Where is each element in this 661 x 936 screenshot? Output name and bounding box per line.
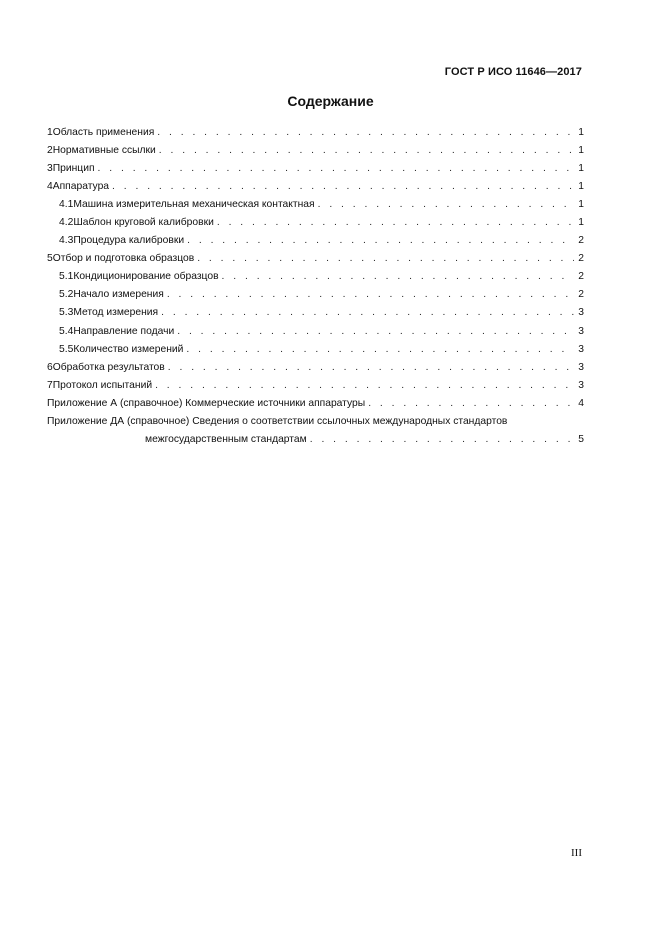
table-of-contents [47,124,584,449]
toc-entry-number: 2 [47,145,53,157]
toc-entry-label: Шаблон круговой калибровки [73,217,214,229]
toc-entry-label: Нормативные ссылки [52,145,156,157]
toc-subentry[interactable] [47,214,584,232]
toc-entry-page: 3 [578,343,584,355]
leader-dots [161,304,574,322]
toc-subentry[interactable] [47,196,584,214]
toc-annex-da[interactable] [47,431,584,449]
toc-entry-label: Метод измерения [73,307,159,319]
toc-entry[interactable] [47,250,584,268]
toc-entry[interactable] [47,359,584,377]
toc-entry-label: Обработка результатов [52,361,165,373]
document-code: ГОСТ Р ИСО 11646—2017 [444,66,582,78]
leader-dots [187,232,574,250]
toc-subentry[interactable] [47,286,584,304]
toc-entry-page: 3 [578,307,584,319]
toc-entry-number: 5.2 [59,289,74,301]
toc-entry-page: 2 [578,271,584,283]
toc-entry-label: Машина измерительная механическая контактная [73,199,315,211]
toc-entry-page: 2 [578,235,584,247]
annex-da-page: 5 [578,433,584,445]
toc-entry-number: 4.1 [59,199,74,211]
toc-entry[interactable] [47,142,584,160]
leader-dots [318,196,574,214]
toc-entry-page: 1 [578,163,584,175]
toc-entry-number: 4.2 [59,217,74,229]
toc-entry-number: 4 [47,181,53,193]
toc-entry-page: 3 [578,361,584,373]
leader-dots [310,431,574,449]
toc-entry-number: 3 [47,163,53,175]
toc-entry-page: 2 [578,253,584,265]
leader-dots [197,250,574,268]
toc-entry-label: Отбор и подготовка образцов [52,253,195,265]
leader-dots [157,124,574,142]
toc-entry-label: Область применения [52,127,155,138]
annex-a-page: 4 [578,397,584,409]
toc-entry-number: 4.3 [59,235,74,247]
leader-dots [217,214,574,232]
toc-title: Содержание [287,93,374,109]
toc-entry-page: 1 [578,217,584,229]
annex-a-label: Приложение А (справочное) Коммерческие источники аппаратуры [47,397,366,409]
toc-subentry[interactable] [47,341,584,359]
toc-entry-label: Направление подачи [73,325,175,337]
toc-annex-a[interactable] [47,395,584,413]
toc-entry-number: 7 [47,379,53,391]
toc-subentry[interactable] [47,304,584,322]
toc-entry-number: 5.1 [59,271,74,283]
toc-entry-label: Принцип [52,163,95,175]
toc-entry-number: 5.4 [59,325,74,337]
toc-entry-number: 6 [47,361,53,373]
leader-dots [222,268,574,286]
toc-entry-page: 1 [578,127,584,138]
toc-entry[interactable] [47,377,584,395]
toc-entry-page: 1 [578,199,584,211]
toc-entry[interactable] [47,178,584,196]
toc-subentry[interactable] [47,323,584,341]
toc-entry-number: 1 [47,127,53,138]
toc-entry-number: 5.5 [59,343,74,355]
leader-dots [155,377,574,395]
leader-dots [98,160,574,178]
toc-entry-page: 1 [578,181,584,193]
toc-entry-page: 3 [578,325,584,337]
toc-entry-label: Протокол испытаний [52,379,153,391]
leader-dots [112,178,574,196]
toc-entry-page: 2 [578,289,584,301]
leader-dots [368,395,574,413]
toc-entry-label: Процедура калибровки [73,235,185,247]
leader-dots [159,142,574,160]
toc-entry-number: 5.3 [59,307,74,319]
toc-entry[interactable] [47,160,584,178]
toc-entry-page: 1 [578,145,584,157]
toc-entry-page: 3 [578,379,584,391]
annex-da-title[interactable]: Приложение ДА (справочное) Сведения о соответствии ссылочных международных стандартов [47,415,508,427]
leader-dots [186,341,574,359]
toc-subentry[interactable] [47,232,584,250]
toc-subentry[interactable] [47,268,584,286]
toc-entry-label: Аппаратура [52,181,110,193]
toc-entry-label: Кондиционирование образцов [73,271,219,283]
toc-entry-label: Начало измерения [73,289,164,301]
leader-dots [168,359,574,377]
leader-dots [167,286,574,304]
toc-entry-label: Количество измерений [73,343,184,355]
page-number: III [571,847,582,859]
toc-entry-number: 5 [47,253,53,265]
annex-da-continuation: межгосударственным стандартам [145,433,307,445]
toc-entry[interactable] [47,124,584,142]
leader-dots [177,323,574,341]
